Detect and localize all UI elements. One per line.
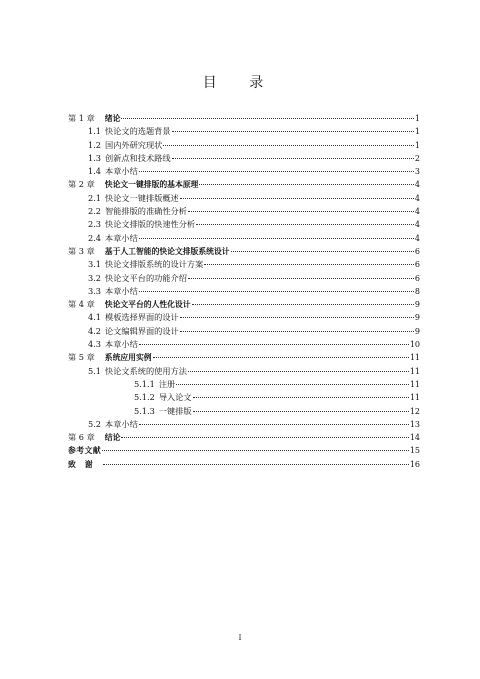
toc-entry-label: 系统应用实例	[104, 353, 152, 363]
toc-entry-number: 第 1 章	[68, 113, 95, 123]
dot-leader	[180, 317, 414, 318]
toc-entry-number: 1.3	[88, 152, 102, 163]
toc-entry[interactable]	[68, 139, 420, 152]
toc-entry-number: 5.1	[88, 365, 102, 376]
toc-entry-page: 9	[414, 300, 420, 310]
toc-entry-page: 4	[414, 220, 420, 230]
toc-entry-label: 结论	[104, 433, 121, 443]
toc-entry-label: 智能排版的准确性分析	[105, 206, 187, 217]
toc-entry-label: 快论文系统的使用方法	[105, 365, 187, 376]
table-of-contents	[68, 112, 420, 471]
toc-entry[interactable]	[68, 205, 420, 218]
toc-entry-label: 模板选择界面的设计	[105, 312, 179, 323]
toc-entry[interactable]	[68, 405, 420, 418]
dot-leader	[121, 118, 414, 119]
toc-entry-label: 本章小结	[105, 339, 138, 350]
toc-entry-page: 4	[414, 180, 420, 190]
toc-entry-page: 4	[414, 233, 420, 243]
toc-entry-label: 基于人工智能的快论文排版系统设计	[104, 246, 230, 256]
toc-entry-number: 3.2	[88, 272, 102, 283]
dot-leader	[103, 464, 409, 465]
toc-entry-number: 5.2	[88, 418, 102, 429]
toc-entry[interactable]	[68, 338, 420, 351]
toc-entry-label: 快论文排版系统的设计方案	[105, 259, 204, 270]
toc-entry[interactable]	[68, 125, 420, 138]
toc-entry-page: 11	[409, 366, 420, 376]
toc-entry-label: 论文编辑界面的设计	[105, 325, 179, 336]
toc-entry-label: 快论文一键排版概述	[105, 192, 179, 203]
toc-entry-number: 5.1.1	[134, 378, 155, 389]
toc-entry-label: 本章小结	[105, 232, 138, 243]
toc-entry-number: 4.1	[88, 312, 102, 323]
dot-leader	[172, 158, 414, 159]
toc-entry-number: 第 6 章	[68, 432, 95, 443]
toc-entry-number: 5.1.3	[134, 405, 155, 416]
toc-entry-label: 一键排版	[158, 405, 192, 416]
toc-entry-page: 1	[414, 140, 420, 150]
dot-leader	[180, 331, 414, 332]
toc-entry[interactable]	[68, 112, 420, 125]
toc-entry-label: 国内外研究现状	[105, 139, 163, 150]
dot-leader	[188, 278, 414, 279]
toc-entry-page: 13	[409, 419, 420, 429]
toc-entry[interactable]	[68, 311, 420, 324]
toc-entry-page: 6	[414, 246, 420, 256]
toc-entry-label: 创新点和技术路线	[105, 152, 171, 163]
toc-entry[interactable]	[68, 178, 420, 191]
toc-entry-number: 3.1	[88, 259, 102, 270]
toc-entry-number: 3.3	[88, 285, 102, 296]
dot-leader	[199, 184, 414, 185]
toc-entry-page: 10	[409, 340, 420, 350]
dot-leader	[139, 424, 409, 425]
toc-entry-page: 11	[409, 393, 420, 403]
toc-entry[interactable]	[68, 378, 420, 391]
toc-entry-page: 16	[409, 459, 420, 469]
toc-entry-label: 快论文平台的人性化设计	[104, 300, 191, 310]
dot-leader	[180, 198, 414, 199]
toc-entry-label: 快论文的选题背景	[105, 126, 171, 137]
dot-leader	[153, 357, 409, 358]
toc-entry-number: 1.4	[88, 166, 102, 177]
toc-entry[interactable]	[68, 232, 420, 245]
toc-entry-page: 4	[414, 193, 420, 203]
toc-entry[interactable]	[68, 458, 420, 471]
toc-entry[interactable]	[68, 165, 420, 178]
toc-entry-page: 11	[409, 379, 420, 389]
toc-entry-number: 1.1	[88, 126, 102, 137]
toc-entry-number: 2.3	[88, 219, 102, 230]
toc-entry-page: 6	[414, 273, 420, 283]
toc-entry-number: 5.1.2	[134, 392, 155, 403]
toc-entry[interactable]	[68, 272, 420, 285]
dot-leader	[196, 224, 414, 225]
toc-entry-number: 4.3	[88, 339, 102, 350]
toc-entry-number: 4.2	[88, 325, 102, 336]
page-footer-number: I	[238, 634, 242, 642]
dot-leader	[121, 437, 408, 438]
toc-entry[interactable]	[68, 391, 420, 404]
dot-leader	[193, 397, 409, 398]
toc-entry[interactable]	[68, 444, 420, 457]
toc-entry-label: 本章小结	[105, 285, 138, 296]
toc-entry[interactable]	[68, 152, 420, 165]
dot-leader	[188, 211, 414, 212]
toc-entry[interactable]	[68, 192, 420, 205]
toc-entry-label: 本章小结	[105, 166, 138, 177]
toc-entry-label: 注册	[158, 378, 176, 389]
toc-entry-page: 8	[414, 286, 420, 296]
dot-leader	[139, 344, 409, 345]
toc-entry-page: 6	[414, 260, 420, 270]
toc-entry[interactable]	[68, 325, 420, 338]
toc-entry-page: 1	[414, 127, 420, 137]
toc-entry-page: 4	[414, 207, 420, 217]
toc-entry-number: 2.1	[88, 192, 102, 203]
toc-entry[interactable]	[68, 298, 420, 311]
toc-entry-number: 第 3 章	[68, 245, 95, 256]
toc-entry-label: 参考文献	[68, 446, 102, 456]
toc-entry-number: 第 4 章	[68, 299, 95, 310]
toc-entry-number: 第 2 章	[68, 179, 95, 190]
toc-entry-label: 快论文一键排版的基本原理	[104, 180, 199, 190]
dot-leader	[163, 145, 414, 146]
toc-entry-page: 15	[409, 446, 420, 456]
toc-entry-page: 14	[409, 433, 420, 443]
dot-leader	[176, 384, 409, 385]
toc-entry-number: 2.4	[88, 232, 102, 243]
dot-leader	[188, 371, 409, 372]
dot-leader	[139, 291, 414, 292]
toc-entry[interactable]	[68, 431, 420, 444]
dot-leader	[204, 264, 414, 265]
toc-entry-label: 快论文排版的快速性分析	[105, 219, 196, 230]
toc-entry[interactable]	[68, 285, 420, 298]
toc-entry[interactable]	[68, 258, 420, 271]
toc-entry[interactable]	[68, 351, 420, 364]
dot-leader	[139, 238, 414, 239]
toc-entry-number: 1.2	[88, 139, 102, 150]
dot-leader	[139, 171, 414, 172]
dot-leader	[231, 251, 414, 252]
dot-leader	[102, 450, 409, 451]
toc-entry-label: 快论文平台的功能介绍	[105, 272, 187, 283]
toc-entry-page: 11	[409, 353, 420, 363]
toc-entry-label: 导入论文	[158, 392, 192, 403]
toc-entry-page: 2	[414, 153, 420, 163]
toc-entry[interactable]	[68, 418, 420, 431]
toc-entry[interactable]	[68, 218, 420, 231]
toc-entry-page: 3	[414, 167, 420, 177]
toc-entry-page: 9	[414, 313, 420, 323]
toc-entry-label: 致谢	[68, 459, 102, 469]
toc-entry-page: 1	[414, 114, 420, 123]
toc-entry[interactable]	[68, 365, 420, 378]
toc-entry[interactable]	[68, 245, 420, 258]
toc-entry-label: 绪论	[104, 114, 121, 123]
toc-entry-page: 12	[409, 406, 420, 416]
toc-entry-label: 本章小结	[105, 418, 138, 429]
dot-leader	[172, 131, 414, 132]
toc-title: 目 录	[202, 75, 278, 91]
dot-leader	[192, 304, 414, 305]
toc-entry-number: 2.2	[88, 206, 102, 217]
dot-leader	[193, 411, 409, 412]
toc-entry-number: 第 5 章	[68, 352, 95, 363]
toc-entry-page: 9	[414, 326, 420, 336]
